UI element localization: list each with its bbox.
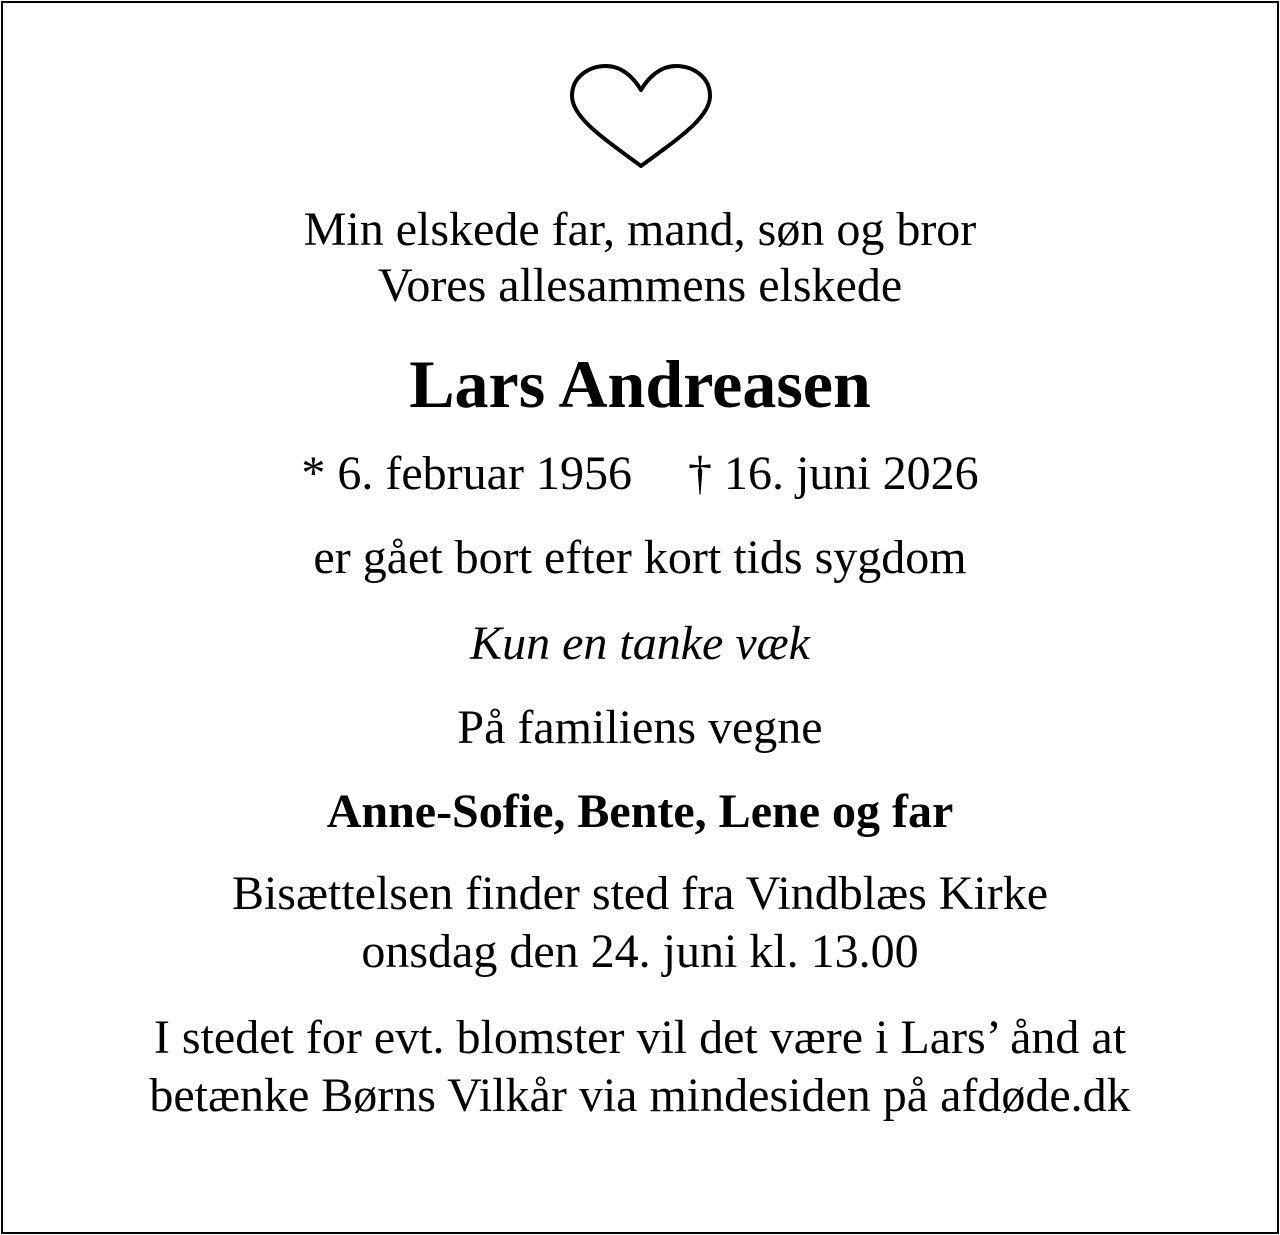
behalf-text: På familiens vegne bbox=[457, 701, 823, 754]
birth-date: * 6. februar 1956 bbox=[301, 447, 632, 500]
donation-line-2: betænke Børns Vilkår via mindesiden på afdøde.dk bbox=[149, 1069, 1131, 1122]
intro-line-2: Vores allesammens elskede bbox=[377, 259, 903, 312]
life-dates bbox=[0, 447, 1280, 500]
death-date: † 16. juni 2026 bbox=[687, 447, 979, 500]
deceased-name: Lars Andreasen bbox=[409, 346, 871, 422]
service-line-1: Bisættelsen finder sted fra Vindblæs Kirke bbox=[231, 867, 1049, 920]
passing-text: er gået bort efter kort tids sygdom bbox=[313, 531, 967, 584]
family-names: Anne-Sofie, Bente, Lene og far bbox=[326, 785, 954, 838]
intro-line-1: Min elskede far, mand, søn og bror bbox=[303, 203, 977, 256]
service-line-2: onsdag den 24. juni kl. 13.00 bbox=[361, 925, 919, 978]
donation-line-1: I stedet for evt. blomster vil det være i Lars’ ånd at bbox=[153, 1011, 1127, 1064]
heart-icon bbox=[566, 62, 716, 172]
motto-text: Kun en tanke væk bbox=[470, 617, 810, 670]
